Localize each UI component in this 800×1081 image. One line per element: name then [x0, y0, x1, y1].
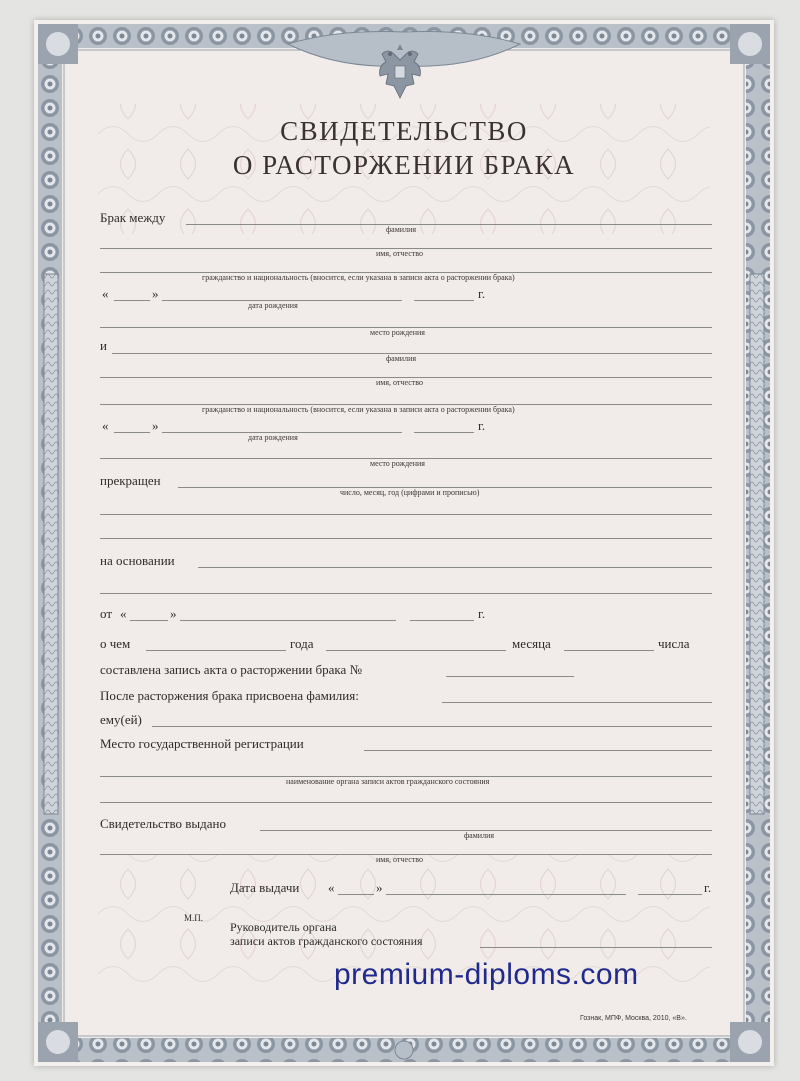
field-registration-place-3[interactable] — [100, 802, 712, 803]
caption-issued-name: имя, отчество — [376, 855, 423, 864]
caption-issued-surname: фамилия — [464, 831, 495, 840]
label-head-line1: Руководитель органа — [230, 920, 337, 934]
field-spouse1-surname[interactable] — [186, 224, 712, 225]
caption-spouse1-citizenship: гражданство и национальность (вносится, если указана в записи акта о расторжении брака) — [202, 273, 515, 282]
label-month: месяца — [512, 636, 551, 651]
field-registration-place[interactable] — [364, 750, 712, 751]
caption-spouse2-birth-place: место рождения — [370, 459, 425, 468]
field-assigned-surname[interactable] — [152, 726, 712, 727]
label-to-him-her: ему(ей) — [100, 712, 142, 727]
caption-spouse1-surname: фамилия — [386, 225, 417, 234]
field-issue-day[interactable] — [338, 894, 374, 895]
field-spouse1-birth-day[interactable] — [114, 300, 150, 301]
year-abbr-birth2: г. — [478, 418, 486, 433]
label-terminated: прекращен — [100, 473, 161, 488]
printer-imprint: Гознак, МПФ, Москва, 2010, «В». — [580, 1015, 687, 1022]
field-record-day[interactable] — [564, 650, 654, 651]
field-spouse2-birth-year[interactable] — [414, 432, 474, 433]
year-abbr-issue: г. — [704, 880, 712, 895]
label-day: числа — [658, 636, 690, 651]
label-about-which: о чем — [100, 636, 131, 651]
caption-spouse1-birth-place: место рождения — [370, 328, 425, 337]
field-basis-2[interactable] — [100, 593, 712, 594]
quote-close-from: » — [170, 606, 177, 621]
label-issued-to: Свидетельство выдано — [100, 816, 226, 831]
certificate-sheet — [34, 20, 774, 1066]
field-record-month[interactable] — [326, 650, 506, 651]
label-and: и — [100, 338, 107, 353]
quote-open-birth1: « — [102, 286, 109, 301]
label-after-divorce: После расторжения брака присвоена фамилия: — [100, 688, 359, 703]
quote-open-issue: « — [328, 880, 335, 895]
quote-close-birth1: » — [152, 286, 159, 301]
field-record-year[interactable] — [146, 650, 286, 651]
quote-open-birth2: « — [102, 418, 109, 433]
caption-spouse1-name: имя, отчество — [376, 249, 423, 258]
label-on-basis: на основании — [100, 553, 175, 568]
caption-spouse2-citizenship: гражданство и национальность (вносится, если указана в записи акта о расторжении брака) — [202, 405, 515, 414]
caption-spouse2-name: имя, отчество — [376, 378, 423, 387]
document-title-line2: О РАСТОРЖЕНИИ БРАКА — [232, 150, 576, 180]
field-from-day[interactable] — [130, 620, 168, 621]
quote-close-issue: » — [376, 880, 383, 895]
label-marriage-between: Брак между — [100, 210, 166, 225]
caption-spouse1-birth-date: дата рождения — [248, 301, 298, 310]
label-issue-date: Дата выдачи — [230, 880, 300, 895]
field-from-year[interactable] — [410, 620, 474, 621]
field-after-divorce-extra[interactable] — [442, 702, 712, 703]
label-record-made: составлена запись акта о расторжении брака № — [100, 662, 362, 677]
watermark-site: premium-diploms.com — [334, 958, 639, 991]
field-basis[interactable] — [198, 567, 712, 568]
field-issue-month[interactable] — [386, 894, 626, 895]
year-abbr-from: г. — [478, 606, 486, 621]
caption-registry-body: наименование органа записи актов гражданского состояния — [286, 777, 490, 786]
field-from-month[interactable] — [180, 620, 396, 621]
document-title-line1: СВИДЕТЕЛЬСТВО — [280, 116, 528, 146]
label-from: от — [100, 606, 113, 621]
quote-open-from: « — [120, 606, 127, 621]
caption-spouse2-birth-date: дата рождения — [248, 433, 298, 442]
caption-termination-date: число, месяц, год (цифрами и прописью) — [340, 488, 480, 497]
field-record-number[interactable] — [446, 676, 574, 677]
quote-close-birth2: » — [152, 418, 159, 433]
label-registration-place: Место государственной регистрации — [100, 736, 304, 751]
field-spouse1-birth-year[interactable] — [414, 300, 474, 301]
stamp-placeholder: М.П. — [184, 913, 204, 923]
field-spouse2-birth-day[interactable] — [114, 432, 150, 433]
field-termination-date-3[interactable] — [100, 538, 712, 539]
field-termination-date-2[interactable] — [100, 514, 712, 515]
field-head-signature[interactable] — [480, 947, 712, 948]
field-issue-year[interactable] — [638, 894, 702, 895]
label-year: года — [290, 636, 314, 651]
caption-spouse2-surname: фамилия — [386, 354, 417, 363]
year-abbr-birth1: г. — [478, 286, 486, 301]
label-head-line2: записи актов гражданского состояния — [230, 934, 423, 948]
